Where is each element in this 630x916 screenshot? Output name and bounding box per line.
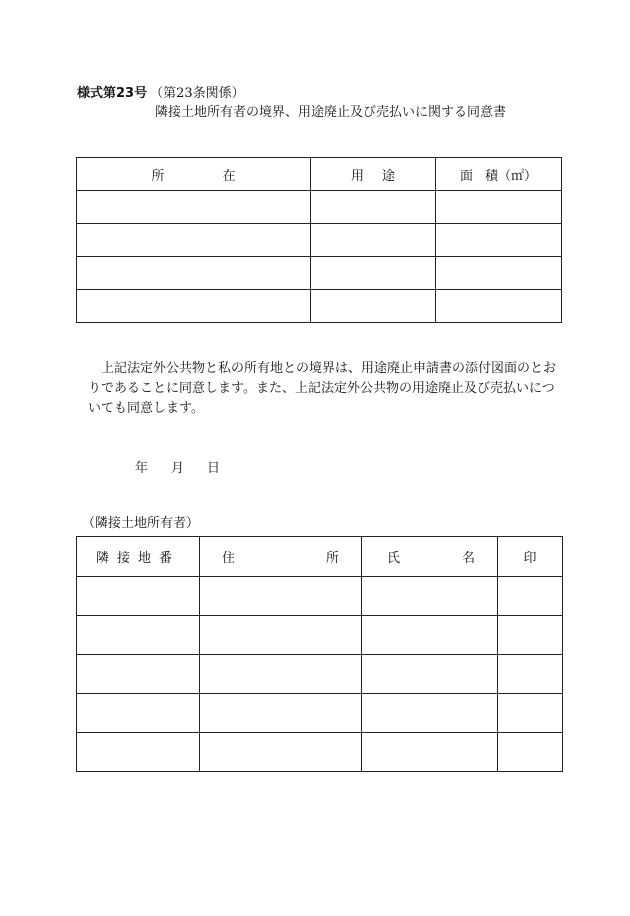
address-cell[interactable] bbox=[200, 655, 362, 694]
address-cell[interactable] bbox=[200, 733, 362, 772]
use-cell[interactable] bbox=[311, 290, 436, 323]
column-use: 用 途 bbox=[311, 158, 436, 191]
location-cell[interactable] bbox=[77, 290, 311, 323]
name-cell[interactable] bbox=[362, 616, 498, 655]
location-cell[interactable] bbox=[77, 191, 311, 224]
column-lot-number: 隣接地番 bbox=[77, 537, 200, 577]
column-location: 所 在 bbox=[77, 158, 311, 191]
owner-table bbox=[76, 536, 563, 772]
column-seal: 印 bbox=[498, 537, 563, 577]
form-reference: （第23条関係） bbox=[150, 86, 245, 101]
owner-row bbox=[77, 733, 563, 772]
area-cell[interactable] bbox=[436, 191, 562, 224]
year-label: 年 bbox=[135, 461, 149, 476]
area-cell[interactable] bbox=[436, 257, 562, 290]
column-name: 氏 名 bbox=[362, 537, 498, 577]
use-cell[interactable] bbox=[311, 224, 436, 257]
land-table bbox=[76, 157, 562, 323]
location-cell[interactable] bbox=[77, 224, 311, 257]
area-cell[interactable] bbox=[436, 224, 562, 257]
day-label: 日 bbox=[207, 461, 221, 476]
use-cell[interactable] bbox=[311, 257, 436, 290]
month-label: 月 bbox=[171, 461, 185, 476]
adjacent-owners-label: （隣接土地所有者） bbox=[82, 516, 200, 531]
document-title: 隣接土地所有者の境界、用途廃止及び売払いに関する同意書 bbox=[155, 105, 507, 120]
name-cell[interactable] bbox=[362, 577, 498, 616]
lot-number-cell[interactable] bbox=[77, 616, 200, 655]
land-table-header bbox=[77, 158, 562, 191]
form-code: 様式第23号 bbox=[77, 86, 148, 101]
seal-cell[interactable] bbox=[498, 577, 563, 616]
name-cell[interactable] bbox=[362, 694, 498, 733]
lot-number-cell[interactable] bbox=[77, 694, 200, 733]
form-number bbox=[77, 82, 245, 101]
owner-row bbox=[77, 616, 563, 655]
owner-row bbox=[77, 694, 563, 733]
address-cell[interactable] bbox=[200, 694, 362, 733]
owner-row bbox=[77, 655, 563, 694]
land-row bbox=[77, 224, 562, 257]
seal-cell[interactable] bbox=[498, 655, 563, 694]
column-address: 住 所 bbox=[200, 537, 362, 577]
area-cell[interactable] bbox=[436, 290, 562, 323]
location-cell[interactable] bbox=[77, 257, 311, 290]
name-cell[interactable] bbox=[362, 655, 498, 694]
address-cell[interactable] bbox=[200, 577, 362, 616]
address-cell[interactable] bbox=[200, 616, 362, 655]
lot-number-cell[interactable] bbox=[77, 655, 200, 694]
date-line bbox=[135, 457, 220, 476]
consent-statement: 上記法定外公共物と私の所有地との境界は、用途廃止申請書の添付図面のとおりであることに同意します。また、上記法定外公共物の用途廃止及び売払いについても同意します。 bbox=[88, 361, 557, 416]
seal-cell[interactable] bbox=[498, 616, 563, 655]
land-row bbox=[77, 191, 562, 224]
seal-cell[interactable] bbox=[498, 733, 563, 772]
seal-cell[interactable] bbox=[498, 694, 563, 733]
lot-number-cell[interactable] bbox=[77, 577, 200, 616]
column-area: 面 積（㎡） bbox=[436, 158, 562, 191]
owner-row bbox=[77, 577, 563, 616]
lot-number-cell[interactable] bbox=[77, 733, 200, 772]
land-row bbox=[77, 257, 562, 290]
land-row bbox=[77, 290, 562, 323]
owner-table-header bbox=[77, 537, 563, 577]
name-cell[interactable] bbox=[362, 733, 498, 772]
use-cell[interactable] bbox=[311, 191, 436, 224]
